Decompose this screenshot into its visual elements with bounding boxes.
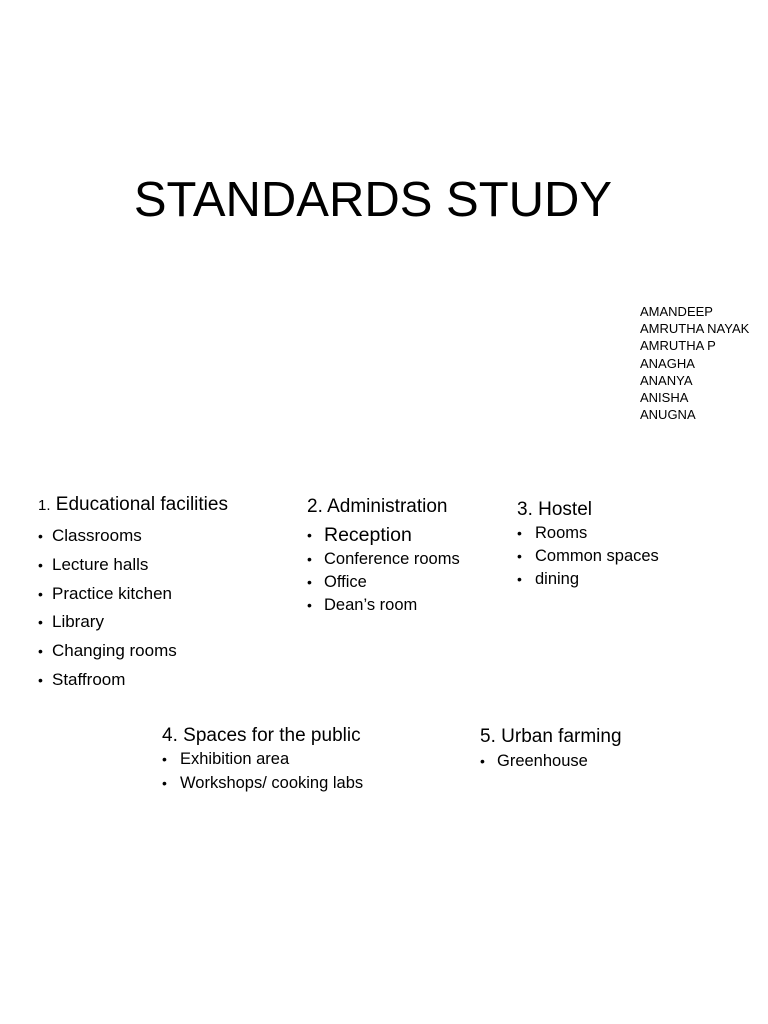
bullet-icon: • [307, 551, 312, 567]
section-title: Administration [327, 496, 448, 517]
bullet-icon: • [307, 574, 312, 590]
section-administration [307, 495, 460, 617]
bullet-icon: • [38, 585, 43, 602]
list-item [517, 545, 659, 568]
bullet-icon: • [517, 525, 522, 541]
author-name: ANAGHA [640, 355, 695, 371]
section-heading [480, 725, 622, 749]
list-item [38, 608, 228, 637]
list-item-label: Classrooms [52, 526, 142, 545]
author-name: ANUGNA [640, 407, 696, 423]
section-title: Educational facilities [55, 494, 228, 515]
author-name: AMANDEEP [640, 304, 713, 319]
list-item [162, 772, 363, 796]
list-item [38, 580, 228, 609]
list-item-label: Library [52, 612, 104, 632]
list-item-label: Practice kitchen [52, 583, 172, 603]
section-educational-facilities [38, 493, 228, 695]
bullet-icon: • [517, 571, 522, 588]
page-title: STANDARDS STUDY [133, 173, 613, 227]
list-item-label: Conference rooms [324, 550, 460, 568]
list-item-label: Changing rooms [52, 641, 177, 661]
bullet-icon: • [38, 556, 43, 573]
section-heading [38, 493, 228, 518]
section-title: Spaces for the public [183, 725, 361, 746]
bullet-icon: • [162, 774, 167, 791]
list-item [162, 748, 363, 772]
bullet-icon: • [307, 597, 312, 613]
author-name: ANISHA [640, 390, 689, 406]
list-item [307, 522, 460, 548]
list-item [517, 568, 659, 591]
list-item [517, 522, 659, 545]
list-item-label: Greenhouse [497, 752, 588, 770]
list-item-label: Lecture halls [52, 554, 149, 574]
list-item-label: Rooms [535, 524, 588, 542]
section-hostel [517, 498, 659, 592]
bullet-icon: • [38, 643, 43, 660]
bullet-icon: • [480, 753, 485, 769]
author-name: ANANYA [640, 372, 693, 388]
bullet-list [517, 522, 659, 592]
author-name: AMRUTHA NAYAK [640, 321, 750, 337]
bullet-list [480, 750, 622, 773]
author-name: AMRUTHA P [640, 338, 716, 354]
list-item-label: Office [324, 573, 367, 591]
list-item-label: Staffroom [52, 669, 126, 689]
list-item-label: Dean’s room [324, 596, 418, 614]
list-item [38, 637, 228, 666]
list-item [38, 522, 228, 551]
list-item-label: Reception [324, 524, 412, 546]
list-item [307, 548, 460, 571]
list-item [38, 666, 228, 695]
list-item-label: Common spaces [535, 547, 659, 566]
bullet-icon: • [38, 528, 43, 544]
author-list [640, 303, 749, 423]
section-heading [162, 724, 363, 748]
section-number: 3. [517, 499, 533, 520]
section-urban-farming [480, 725, 622, 773]
bullet-list [162, 748, 363, 795]
list-item-label: Workshops/ cooking labs [180, 773, 364, 792]
list-item [38, 551, 228, 580]
bullet-icon: • [162, 751, 167, 767]
bullet-icon: • [307, 527, 312, 543]
list-item [307, 594, 460, 617]
bullet-icon: • [38, 614, 43, 631]
list-item-label: dining [535, 570, 580, 589]
list-item-label: Exhibition area [180, 750, 290, 768]
bullet-list [38, 522, 228, 695]
list-item [307, 571, 460, 594]
section-number: 2. [307, 496, 323, 517]
list-item [480, 750, 622, 773]
section-number: 4. [162, 725, 178, 746]
section-number: 5. [480, 726, 496, 747]
bullet-list [307, 522, 460, 617]
bullet-icon: • [517, 548, 522, 565]
section-number: 1. [38, 497, 51, 514]
section-heading [517, 498, 659, 522]
section-title: Urban farming [501, 726, 622, 747]
section-spaces-for-public [162, 724, 363, 795]
section-title: Hostel [538, 499, 592, 520]
section-heading [307, 495, 460, 519]
bullet-icon: • [38, 671, 43, 688]
